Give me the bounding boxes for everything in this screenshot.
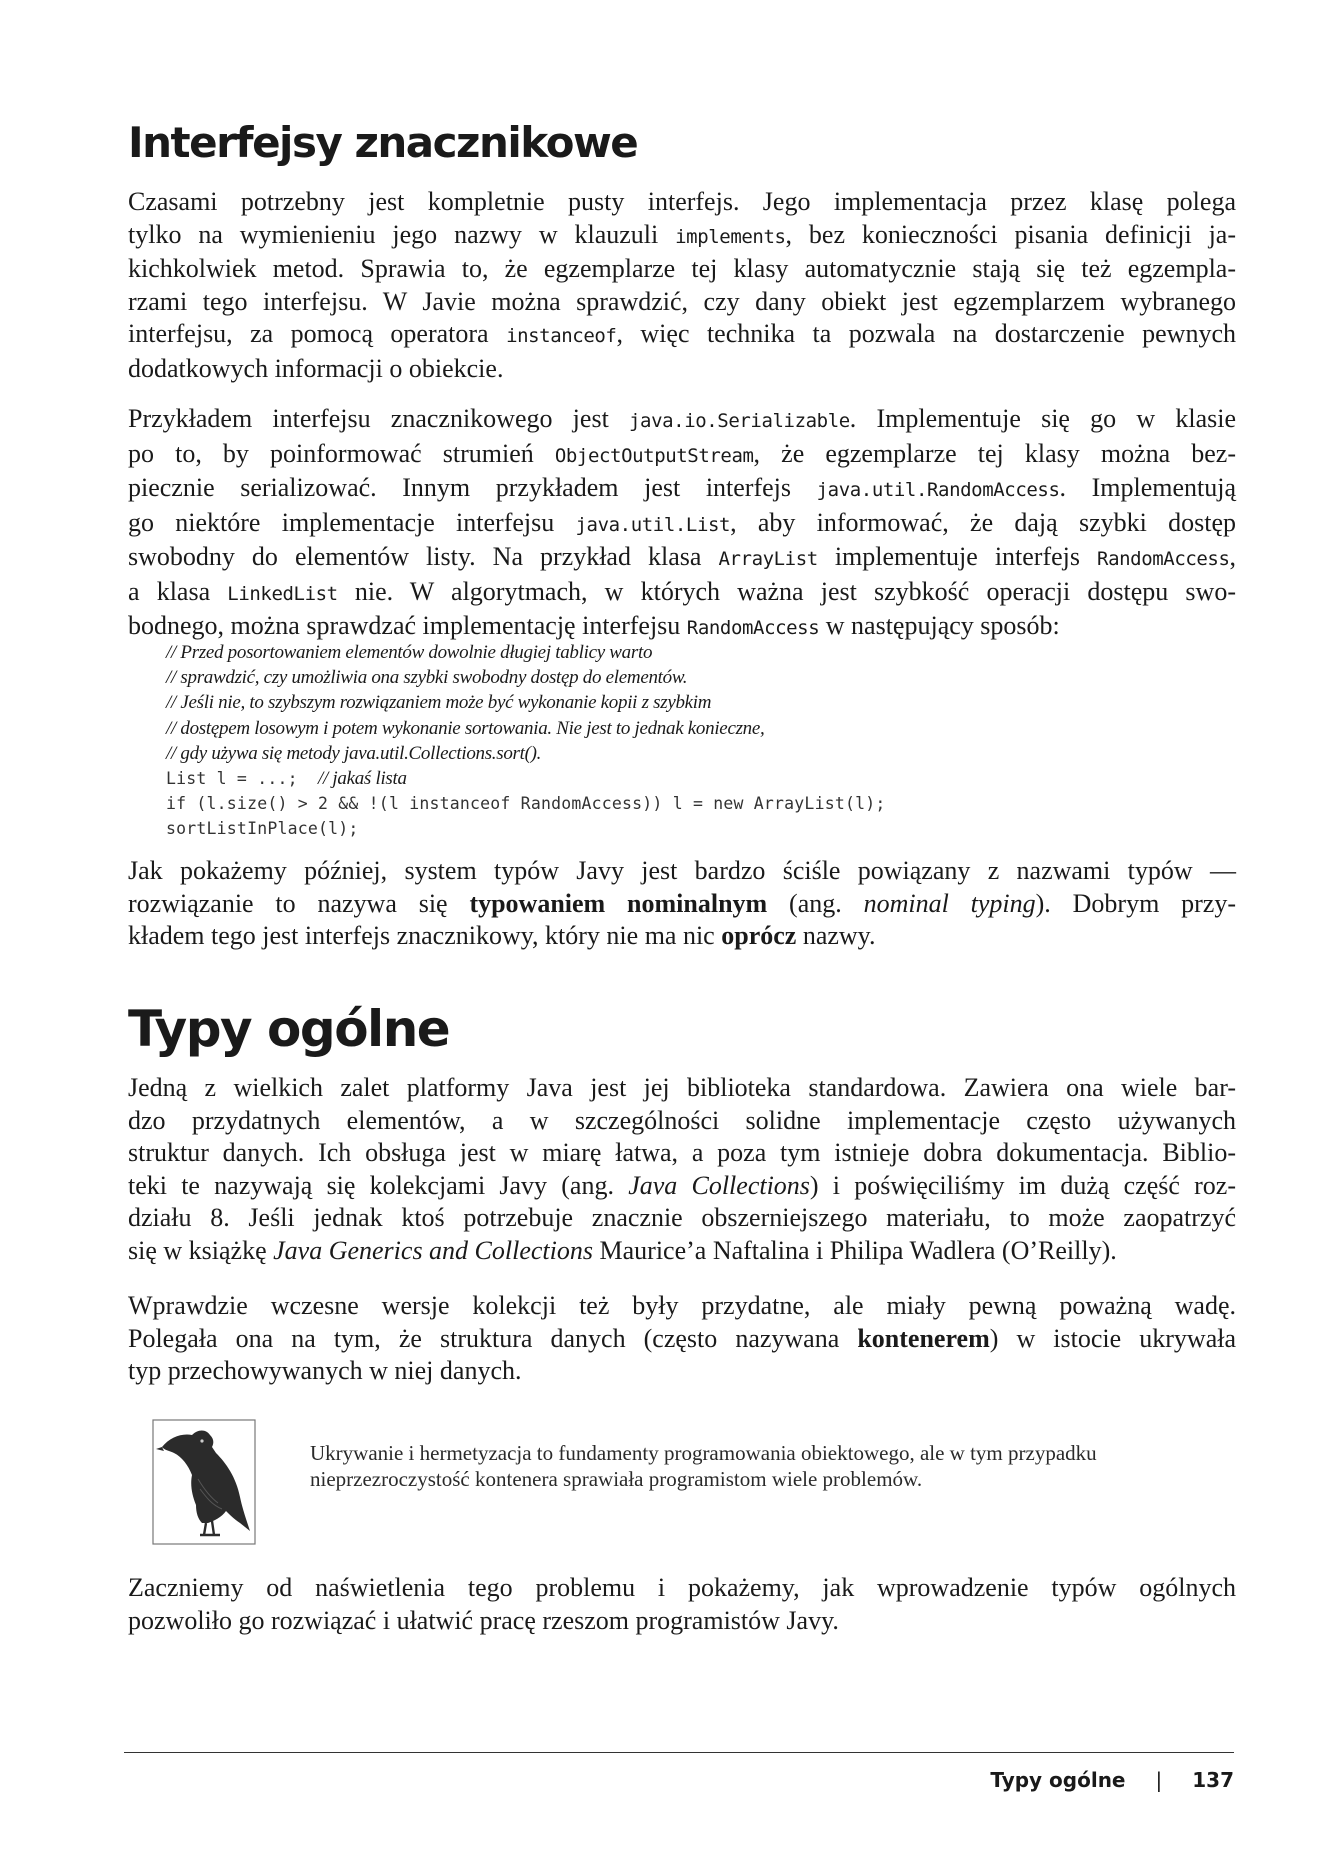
code-line — [166, 640, 1166, 665]
page-footer — [990, 1768, 1234, 1792]
inline-code: java.io.Serializable — [629, 410, 850, 432]
paragraph — [128, 403, 1236, 645]
bold-term: oprócz — [721, 921, 797, 950]
code-block — [166, 640, 1166, 842]
note-text: Ukrywanie i hermetyzacja to fundamenty programowania obiektowego, ale w tym przypadku nieprzezroczystość kontenera sprawiała programistom wiele problemów. — [310, 1441, 1097, 1491]
text-run: interfejsu, za pomocą operatora — [128, 319, 507, 348]
code-text: List l = ...; — [166, 769, 319, 789]
text-run: , — [1229, 542, 1237, 571]
text-run: , więc technika ta pozwala na dostarczenie pewnych — [616, 319, 1236, 348]
crow-icon — [152, 1419, 256, 1545]
text-line — [128, 403, 1236, 438]
text-line — [128, 1137, 1236, 1170]
text-run: Jedną z wielkich zalet platformy Java jest jej biblioteka standardowa. Zawiera ona wiele bar- — [128, 1073, 1236, 1102]
text-run: dodatkowych informacji o obiekcie. — [128, 353, 504, 383]
italic-term: nominal typing — [863, 888, 1036, 918]
code-comment: // sprawdzić, czy umożliwia ona szybki swobodny dostęp do elementów. — [166, 667, 688, 689]
text-run: Polegała ona na tym, że struktura danych (często nazywana — [128, 1323, 858, 1353]
text-run: nie. W algorytmach, w których ważna jest szybkość operacji dostępu swo- — [337, 576, 1236, 606]
code-comment: // Jeśli nie, to szybszym rozwiązaniem może być wykonanie kopii z szybkim — [166, 692, 712, 714]
text-run: działu 8. Jeśli jednak ktoś potrzebuje znacznie obszerniejszego materiału, to może zaopatrzyć — [128, 1203, 1236, 1232]
code-line — [166, 716, 1166, 741]
text-run: go niektóre implementacje interfejsu — [128, 507, 576, 537]
italic-term: Java Generics and Collections — [273, 1235, 593, 1265]
text-line — [128, 219, 1236, 254]
inline-code: LinkedList — [227, 582, 338, 605]
page-number: 137 — [1192, 1768, 1234, 1792]
bold-term: kontenerem — [857, 1323, 990, 1353]
text-line — [128, 438, 1236, 473]
text-run: (ang. — [767, 888, 864, 918]
text-run: ) i poświęciliśmy im dużą część roz- — [809, 1170, 1236, 1200]
footer-separator: | — [1155, 1768, 1163, 1792]
text-line — [128, 1605, 1236, 1638]
section-heading: Interfejsy znacznikowe — [128, 118, 638, 167]
text-line — [128, 855, 1236, 888]
footer-section-title: Typy ogólne — [990, 1768, 1126, 1792]
text-line — [128, 888, 1236, 921]
code-line — [166, 690, 1166, 715]
text-run: Maurice’a Naftalina i Philipa Wadlera (O’Reilly). — [593, 1235, 1117, 1265]
text-run: swobodny do elementów listy. Na przykład klasa — [128, 542, 719, 571]
text-run: kładem tego jest interfejs znacznikowy, który nie ma nic — [128, 921, 722, 950]
text-line — [128, 472, 1236, 507]
text-run: Zaczniemy od naświetlenia tego problemu i pokażemy, jak wprowadzenie typów ogólnych — [128, 1573, 1236, 1602]
text-run: Czasami potrzebny jest kompletnie pusty interfejs. Jego implementacja przez klasę polega — [128, 187, 1236, 216]
text-run: a klasa — [128, 576, 228, 606]
text-run: teki te nazywają się kolekcjami Javy (ang. — [128, 1170, 629, 1200]
text-line — [128, 253, 1236, 286]
text-line — [128, 576, 1236, 611]
text-line — [128, 1323, 1236, 1356]
code-text: if (l.size() > 2 && !(l instanceof RandomAccess)) l = new ArrayList(l); — [166, 794, 886, 814]
text-line — [128, 1235, 1236, 1268]
chapter-section-heading: Typy ogólne — [128, 1000, 450, 1058]
inline-code: ObjectOutputStream — [554, 444, 754, 467]
text-run: implementuje interfejs — [817, 542, 1098, 571]
inline-code: java.util.List — [575, 513, 731, 536]
text-line — [128, 353, 1236, 386]
paragraph — [128, 1572, 1236, 1637]
text-line — [128, 286, 1236, 319]
inline-code: java.util.RandomAccess — [816, 479, 1060, 501]
text-run: się w książkę — [128, 1235, 274, 1265]
text-line — [128, 318, 1236, 353]
italic-term: Java Collections — [628, 1170, 810, 1200]
text-run: rozwiązanie to nazywa się — [128, 888, 470, 918]
text-run: pozwoliło go rozwiązać i ułatwić pracę rzeszom programistów Javy. — [128, 1605, 839, 1635]
code-comment: // gdy używa się metody java.util.Collections.sort(). — [166, 742, 542, 764]
code-comment: // dostępem losowym i potem wykonanie sortowania. Nie jest to jednak konieczne, — [166, 717, 765, 739]
text-line — [128, 1290, 1236, 1323]
bold-term: typowaniem nominalnym — [469, 888, 768, 918]
code-line — [166, 791, 1166, 816]
paragraph — [128, 1290, 1236, 1388]
text-line — [128, 507, 1236, 542]
text-line — [128, 186, 1236, 219]
text-run: Jak pokażemy później, system typów Javy jest bardzo ściśle powiązany z nazwami typów — — [128, 856, 1236, 885]
paragraph — [128, 186, 1236, 385]
text-line — [128, 920, 1236, 953]
text-run: tylko na wymienieniu jego nazwy w klauzuli — [128, 219, 676, 249]
text-line — [128, 1572, 1236, 1605]
text-line — [128, 1202, 1236, 1235]
text-line — [128, 541, 1236, 576]
text-line — [128, 1355, 1236, 1388]
text-run: bodnego, można sprawdzać implementację interfejsu — [128, 611, 687, 640]
code-comment: // Przed posortowaniem elementów dowolnie długiej tablicy warto — [166, 642, 653, 663]
text-run: Przykładem interfejsu znacznikowego jest — [128, 404, 629, 433]
text-line — [128, 1105, 1236, 1138]
text-run: rzami tego interfejsu. W Javie można sprawdzić, czy dany obiekt jest egzemplarzem wybranego — [128, 286, 1236, 316]
text-run: , aby informować, że dają szybki dostęp — [730, 507, 1237, 537]
text-run: nazwy. — [796, 921, 876, 950]
paragraph — [128, 855, 1236, 953]
code-line — [166, 665, 1166, 690]
text-run: ) w istocie ukrywała — [989, 1323, 1236, 1353]
text-run: typ przechowywanych w niej danych. — [128, 1356, 522, 1385]
paragraph — [128, 1072, 1236, 1267]
text-run: struktur danych. Ich obsługa jest w miarę łatwa, a poza tym istnieje dobra dokumentacja. Biblio- — [128, 1138, 1236, 1167]
text-run: . Implementują — [1059, 473, 1236, 502]
inline-code: RandomAccess — [1097, 548, 1230, 570]
text-run: Wprawdzie wczesne wersje kolekcji też były przydatne, ale miały pewną poważną wadę. — [128, 1291, 1236, 1320]
text-run: kichkolwiek metod. Sprawia to, że egzemplarze tej klasy automatycznie stają się też egzempla- — [128, 254, 1236, 283]
code-text: sortListInPlace(l); — [166, 819, 359, 839]
code-line — [166, 766, 1166, 791]
code-line — [166, 741, 1166, 766]
inline-code: implements — [675, 225, 786, 248]
text-run: ). Dobrym przy- — [1035, 888, 1236, 918]
text-line — [128, 1072, 1236, 1105]
text-run: piecznie serializować. Innym przykładem jest interfejs — [128, 473, 817, 502]
inline-code: RandomAccess — [686, 617, 820, 639]
text-run: , że egzemplarze tej klasy można bez- — [753, 438, 1236, 468]
text-run: dzo przydatnych elementów, a w szczególności solidne implementacje często używanych — [128, 1105, 1236, 1135]
inline-code: ArrayList — [718, 548, 818, 570]
inline-code: instanceof — [506, 325, 617, 347]
footer-rule — [124, 1752, 1234, 1753]
text-run: , bez konieczności pisania definicji ja- — [785, 219, 1236, 249]
text-run: w następujący sposób: — [819, 611, 1060, 640]
text-run: po to, by poinformować strumień — [128, 438, 555, 468]
text-line — [128, 1170, 1236, 1203]
code-line — [166, 816, 1166, 841]
text-run: . Implementuje się go w klasie — [849, 404, 1236, 433]
code-comment: // jakaś lista — [318, 768, 407, 790]
